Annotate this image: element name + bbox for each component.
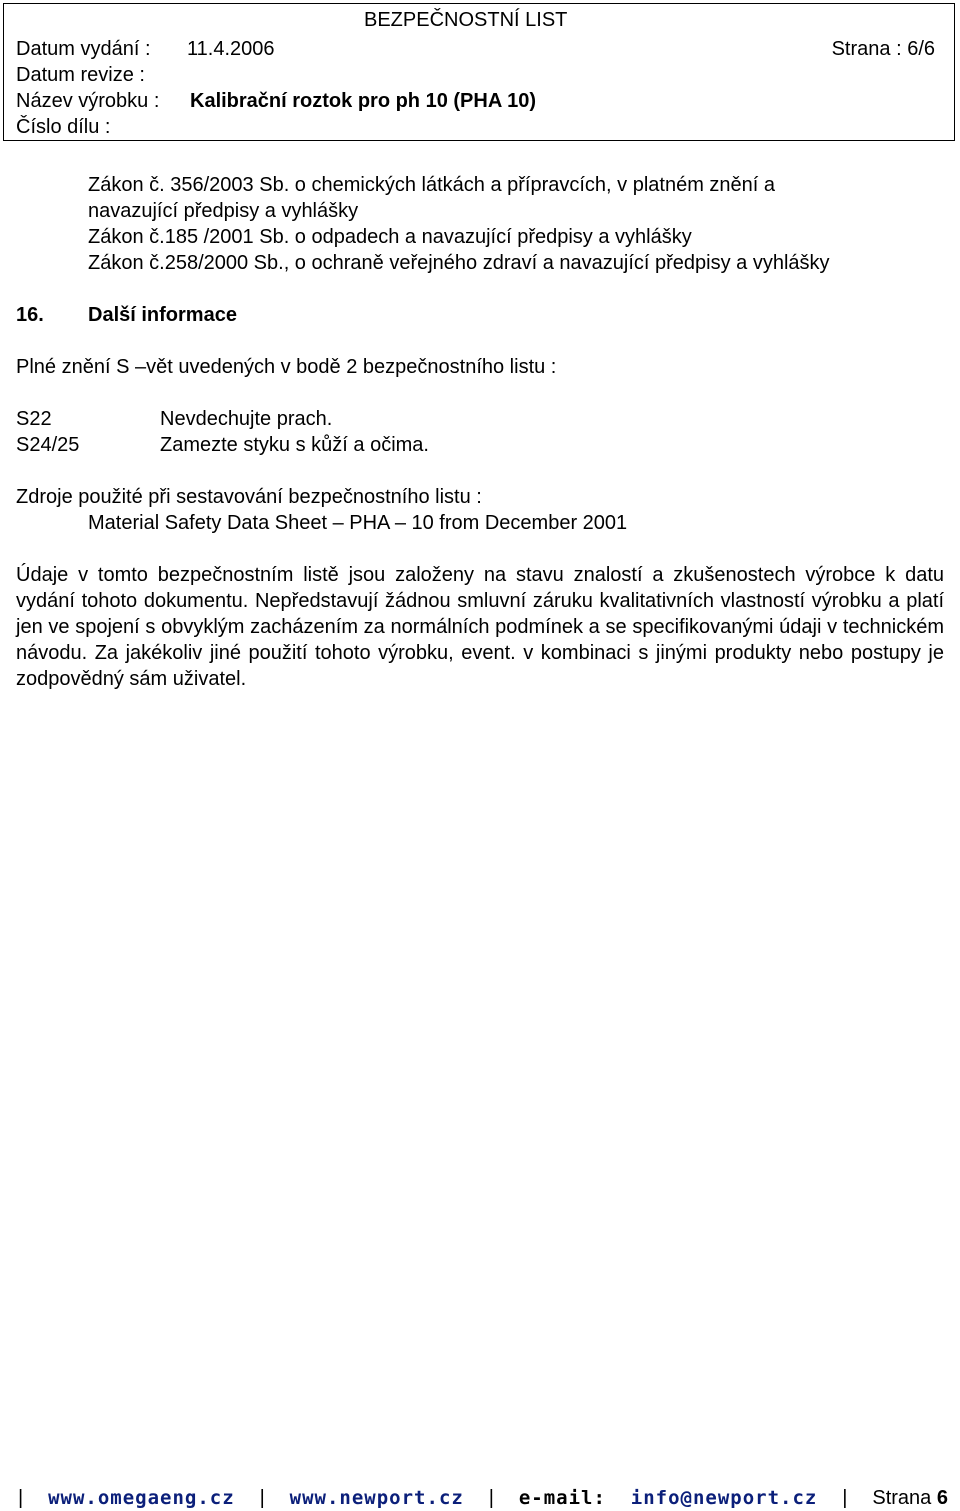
product-name-label: Název výrobku : [16, 90, 160, 112]
part-number-label: Číslo dílu : [16, 116, 111, 138]
legislation-line: Zákon č. 356/2003 Sb. o chemických látkách a přípravcích, v platném znění a [88, 174, 776, 196]
legislation-line: Zákon č.258/2000 Sb., o ochraně veřejného zdraví a navazující předpisy a vyhlášky [88, 252, 830, 274]
section-title: Další informace [88, 304, 237, 326]
s-phrase-text: Nevdechujte prach. [160, 408, 333, 430]
footer-link-newport[interactable]: www.newport.cz [289, 1487, 464, 1509]
footer [18, 1486, 948, 1510]
footer-email-link[interactable]: info@newport.cz [630, 1487, 818, 1509]
footer-separator: | [18, 1487, 24, 1509]
footer-page-word: Strana [872, 1487, 932, 1509]
footer-separator: | [842, 1487, 848, 1509]
footer-link-omegaeng[interactable]: www.omegaeng.cz [48, 1487, 235, 1509]
issue-date-label: Datum vydání : [16, 38, 151, 60]
sources-label: Zdroje použité při sestavování bezpečnostního listu : [16, 486, 482, 508]
revision-date-label: Datum revize : [16, 64, 145, 86]
s-phrases-intro: Plné znění S –vět uvedených v bodě 2 bezpečnostního listu : [16, 356, 557, 378]
s-phrase-text: Zamezte styku s kůží a očima. [160, 434, 429, 456]
disclaimer-paragraph: Údaje v tomto bezpečnostním listě jsou založeny na stavu znalostí a zkušenostech výrobce k datu vydání tohoto dokumentu. Nepředstavují žádnou smluvní záruku kvalitativních vlastností výrobku a platí jen ve spojení s obvyklým zacházením za normálních podmínek a se specifikovanými údaji v technickém návodu. Za jakékoliv jiné použití tohoto výrobku, event. v kombinaci s jinými produkty nebo postupy je zodpovědný sám uživatel. [16, 564, 944, 690]
footer-separator: | [488, 1487, 494, 1509]
sources-value: Material Safety Data Sheet – PHA – 10 from December 2001 [88, 512, 628, 534]
product-name-value: Kalibrační roztok pro ph 10 (PHA 10) [190, 90, 536, 112]
page-indicator: Strana : 6/6 [831, 38, 935, 60]
section-number: 16. [16, 304, 44, 326]
footer-separator: | [259, 1487, 265, 1509]
footer-page-number: 6 [936, 1487, 948, 1509]
legislation-line: Zákon č.185 /2001 Sb. o odpadech a navazující předpisy a vyhlášky [88, 226, 692, 248]
footer-page-label [872, 1486, 948, 1510]
document-title: BEZPEČNOSTNÍ LIST [364, 9, 568, 31]
s-phrase-code: S22 [16, 408, 52, 430]
footer-email-label: e-mail: [518, 1487, 606, 1509]
s-phrase-code: S24/25 [16, 434, 80, 456]
issue-date-value: 11.4.2006 [187, 38, 275, 60]
legislation-line: navazující předpisy a vyhlášky [88, 200, 359, 222]
